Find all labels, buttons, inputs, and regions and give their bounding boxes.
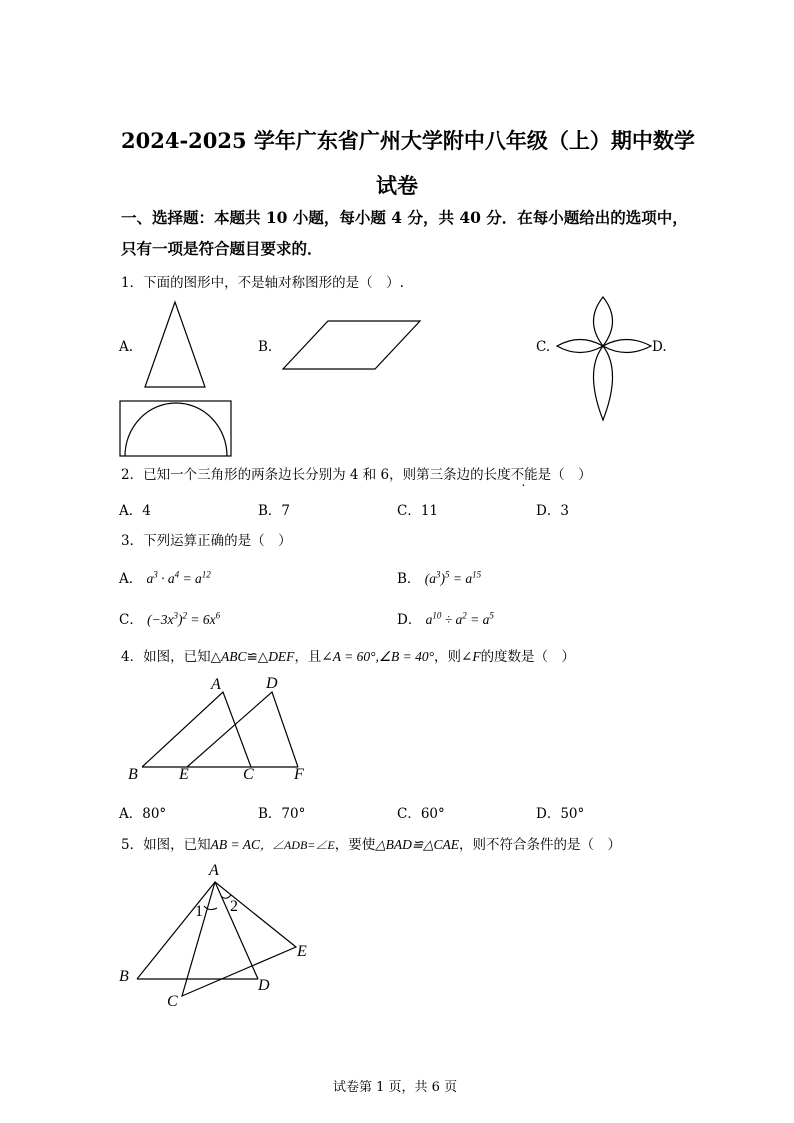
page-title-line2: 试卷	[376, 173, 418, 198]
q4-stem-pre: 4．如图，已知△	[121, 649, 221, 665]
q4-label-e: E	[179, 766, 189, 783]
q3-option-c-label: C．	[119, 612, 143, 628]
page-footer: 试卷第 1 页，共 6 页	[333, 1080, 458, 1095]
q5-stem-mid2: ，要使	[334, 837, 376, 853]
q4-stem-post1: ，则∠	[434, 649, 473, 665]
q4-stem-abc: ABC	[220, 649, 247, 664]
q4-option-a: A．80°	[119, 806, 167, 822]
q3-option-d-label: D．	[397, 612, 422, 628]
q1-figure-four-petals	[555, 296, 653, 422]
page-title-line1: 2024-2025 学年广东省广州大学附中八年级（上）期中数学	[121, 128, 695, 153]
q5-stem-pre: 5．如图，已知	[121, 837, 211, 853]
q3-option-a-label: A．	[119, 571, 143, 587]
q4-option-b: B．70°	[258, 806, 306, 822]
q1-figure-parallelogram	[280, 318, 425, 373]
q5-label-d: D	[258, 977, 270, 994]
q3-option-b-expr: $(a^3)^5 = a^{15}$	[424, 569, 482, 586]
q4-stem-mid: ，且∠	[294, 649, 333, 665]
q4-stem	[121, 645, 575, 665]
q3-stem: 3．下列运算正确的是（ ）	[121, 533, 292, 549]
q2-stem	[121, 463, 592, 483]
q4-stem-cong: ≌△	[246, 649, 269, 665]
q5-stem	[121, 833, 621, 853]
q4-stem-angles: A = 60°,∠B = 40°	[332, 649, 434, 664]
q4-label-d: D	[266, 675, 278, 692]
q5-figure-triangles	[120, 870, 320, 1015]
q5-label-b: B	[119, 968, 129, 985]
q1-figure-triangle	[140, 300, 210, 392]
q4-label-c: C	[243, 766, 254, 783]
q4-stem-post2: 的度数是（ ）	[480, 649, 576, 665]
q5-label-c: C	[167, 993, 178, 1010]
q2-stem-pre: 2．已知一个三角形的两条边长分别为 4 和 6，则第三条边的长度	[121, 467, 511, 483]
q2-option-a: A．4	[119, 503, 151, 519]
q4-stem-def: DEF	[268, 649, 295, 664]
q5-stem-cong: △BAD≌△CAE	[375, 837, 460, 852]
q3-option-a	[119, 567, 211, 587]
q5-label-2: 2	[230, 898, 238, 915]
q3-option-b-label: B．	[397, 571, 421, 587]
q5-label-e: E	[297, 943, 307, 960]
q5-stem-eq: AB = AC	[210, 837, 260, 852]
q4-label-b: B	[128, 766, 138, 783]
section-instructions-line1: 一、选择题：本题共 10 小题，每小题 4 分，共 40 分．在每小题给出的选项中，	[121, 208, 688, 227]
q1-option-b-label: B.	[258, 339, 273, 355]
q3-option-c-expr: $(-3x^3)^2 = 6x^6$	[147, 610, 221, 627]
q1-option-a-label: A.	[119, 339, 134, 355]
q2-stem-emphasis: 不能	[510, 467, 538, 483]
q2-option-d: D．3	[536, 503, 569, 519]
q4-label-a: A	[211, 676, 221, 693]
q3-option-d	[397, 608, 494, 628]
q2-option-c: C．11	[397, 503, 439, 519]
q5-label-1: 1	[195, 903, 203, 920]
q4-label-f: F	[294, 766, 304, 783]
q4-option-c: C．60°	[397, 806, 445, 822]
section-instructions-line2: 只有一项是符合题目要求的．	[121, 239, 323, 258]
q3-option-c	[119, 608, 220, 628]
q3-option-a-expr: $a^3 \cdot a^4 = a^{12}$	[146, 569, 211, 586]
q3-option-d-expr: $a^{10} \div a^2 = a^5$	[425, 610, 494, 627]
q4-stem-f: F	[472, 649, 481, 664]
q1-figure-semicircle-in-rect	[119, 400, 234, 458]
q4-option-d: D．50°	[536, 806, 585, 822]
q5-stem-mid: ，∠ADB=∠E	[259, 838, 335, 852]
q2-stem-post: 是（ ）	[537, 467, 592, 483]
q1-option-c-label: C.	[536, 339, 551, 355]
q1-stem: 1．下面的图形中，不是轴对称图形的是（ ）.	[121, 275, 404, 291]
q3-option-b	[397, 567, 481, 587]
q5-stem-post: ，则不符合条件的是（ ）	[459, 837, 622, 853]
q2-option-b: B．7	[258, 503, 291, 519]
q5-label-a: A	[209, 862, 219, 879]
q1-option-d-label: D.	[652, 339, 667, 355]
